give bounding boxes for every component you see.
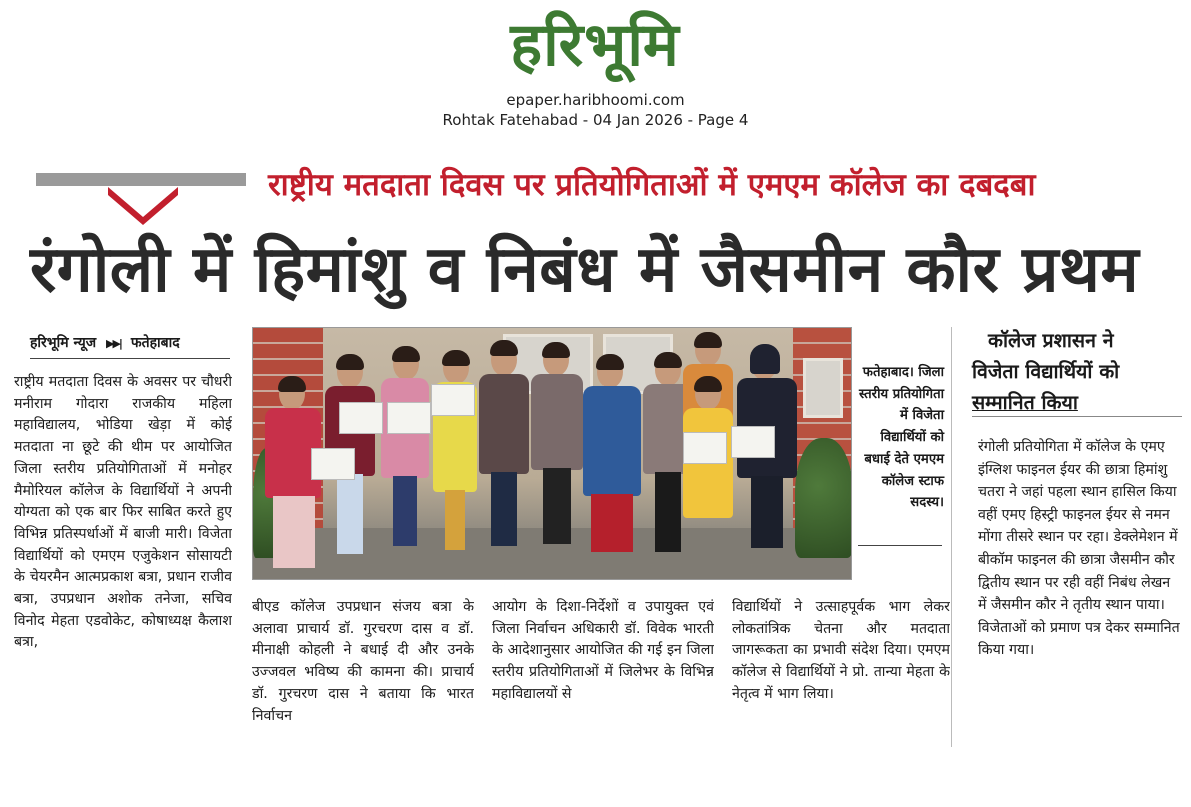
article-column-2: बीएड कॉलेज उपप्रधान संजय बत्रा के अलावा प्राचार्य डॉ. गुरचरण दास व डॉ. मीनाक्षी कोहली ने बधाई दी और उनके उज्जवल भविष्य की कामना की। प्राचार्य डॉ. गुरचरण दास ने बताया कि भारत निर्वाचन <box>252 599 474 724</box>
column-divider <box>951 327 952 747</box>
byline <box>30 330 230 356</box>
article-column-left: राष्ट्रीय मतदाता दिवस के अवसर पर चौधरी मनीराम गोदारा राजकीय महिला महाविद्यालय, भोडिया खेड़ा में कोई मतदाता ना छूटे की थीम पर आयोजित जिला स्तरीय प्रतियोगिताओं में मनोहर मैमोरियल कॉलेज के विद्यार्थियों ने अपनी योग्यता को एक बार फिर साबित करते हुए विभिन्न प्रतिस्पर्धाओं में बाजी मारी। विजेता विद्यार्थियों को एमएम एजुकेशन सोसायटी के चेयरमैन आत्मप्रकाश बत्रा, प्रधान राजीव बत्रा, उपप्रधान अशोक तनेजा, सचिव विनोद मेहता एडवोकेट, कोषाध्यक्ष कैलाश बत्रा, <box>14 374 232 651</box>
sidebar-divider <box>972 416 1182 417</box>
byline-place: फतेहाबाद <box>130 335 180 351</box>
article-column-3: आयोग के दिशा-निर्देशों व उपायुक्त एवं जिला निर्वाचन अधिकारी डॉ. विवेक भारती के आदेशानुसार आयोजित की गई इन जिला स्तरीय प्रतियोगिताओं में जिलेभर के विभिन्न महाविद्यालयों से <box>492 599 714 702</box>
newspaper-logo: हरिभूमि <box>510 10 680 80</box>
article-column-4: विद्यार्थियों ने उत्साहपूर्वक भाग लेकर लोकतांत्रिक चेतना और मतदाता जागरूकता का प्रभावी संदेश दिया। एमएम कॉलेज से विद्यार्थियों ने प्रो. तान्या मेहता के नेतृत्व में भाग लिया। <box>732 599 950 702</box>
caption-divider <box>858 545 942 546</box>
byline-divider <box>30 358 230 359</box>
sidebar-headline <box>972 325 1182 417</box>
sidebar-headline-line-1: कॉलेज प्रशासन ने <box>988 329 1114 352</box>
sidebar-headline-line-2: विजेता विद्यार्थियों को <box>972 360 1120 383</box>
chevron-down-icon <box>108 187 178 225</box>
kicker-bar <box>36 173 246 186</box>
main-headline: रंगोली में हिमांशु व निबंध में जैसमीन कौर प्रथम <box>30 233 1140 307</box>
photo-caption: फतेहाबाद। जिला स्तरीय प्रतियोगिता में विजेता विद्यार्थियों को बधाई देते एमएम कॉलेज स्टाफ सदस्य। <box>859 365 944 511</box>
article-photo <box>252 327 852 580</box>
edition-info: Rohtak Fatehabad - 04 Jan 2026 - Page 4 <box>442 111 749 129</box>
site-url[interactable]: epaper.haribhoomi.com <box>506 91 685 109</box>
fast-forward-icon: ▶▶| <box>106 337 121 350</box>
sidebar-headline-line-3: सम्मानित किया <box>972 391 1078 414</box>
byline-source: हरिभूमि न्यूज <box>30 335 97 351</box>
kicker-headline: राष्ट्रीय मतदाता दिवस पर प्रतियोगिताओं में एमएम कॉलेज का दबदबा <box>268 167 1036 203</box>
sidebar-body: रंगोली प्रतियोगिता में कॉलेज के एमए इंग्लिश फाइनल ईयर की छात्रा हिमांशु चतरा ने जहां पहला स्थान हासिल किया वहीं एमए हिस्ट्री फाइनल ईयर से नमन मोंगा तीसरे स्थान पर रहा। डेक्लेमेशन में बीकॉम फाइनल की छात्रा जैसमीन कौर द्वितीय स्थान पर रही वहीं निबंध लेखन में जैसमीन कौर ने तृतीय स्थान पाया। विजेताओं को प्रमाण पत्र देकर सम्मानित किया गया। <box>978 439 1180 659</box>
